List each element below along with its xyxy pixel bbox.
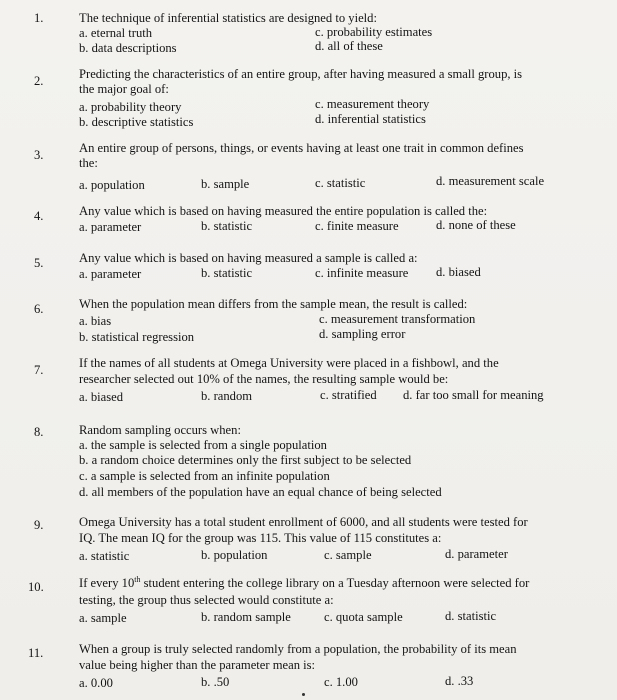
question-stem: Omega University has a total student enrollment of 6000, and all students were tested for: [79, 515, 528, 529]
option-c: c. measurement transformation: [319, 312, 476, 326]
option-c: c. statistic: [315, 176, 366, 190]
option-a: a. bias: [79, 314, 112, 328]
question-stem: When the population mean differs from the sample mean, the result is called:: [79, 297, 468, 311]
question-stem: Random sampling occurs when:: [79, 423, 241, 437]
question-stem: Any value which is based on having measured a sample is called a:: [79, 251, 418, 265]
option-d: d. biased: [436, 265, 481, 279]
option-b: b. data descriptions: [79, 41, 177, 55]
question-stem-line-2: the:: [79, 156, 98, 170]
option-c: c. sample: [324, 548, 372, 562]
option-d: d. inferential statistics: [315, 112, 426, 126]
option-b: b. random: [201, 389, 253, 403]
option-b: b. population: [201, 548, 268, 562]
option-b: b. .50: [201, 675, 230, 689]
question-number: 6.: [34, 302, 44, 316]
question-number: 8.: [34, 425, 44, 439]
question-stem: Any value which is based on having measured the entire population is called the:: [79, 204, 488, 218]
option-d: d. .33: [445, 674, 474, 688]
option-c: c. 1.00: [324, 675, 358, 689]
option-a: a. 0.00: [79, 676, 113, 690]
question-number: 3.: [34, 148, 44, 162]
question-number: 9.: [34, 518, 44, 532]
option-b: b. statistic: [201, 219, 253, 233]
option-a: a. sample: [79, 611, 127, 625]
question-number: 1.: [34, 11, 44, 25]
page-mark: [302, 693, 305, 696]
option-c: c. finite measure: [315, 219, 399, 233]
option-a: a. population: [79, 178, 145, 192]
option-a: a. parameter: [79, 220, 142, 234]
option-d: d. parameter: [445, 547, 508, 561]
option-a: a. probability theory: [79, 100, 182, 114]
question-number: 4.: [34, 209, 44, 223]
question-stem: When a group is truly selected randomly from a population, the probability of its mean: [79, 642, 517, 656]
question-stem-line-2: the major goal of:: [79, 82, 169, 96]
option-d: d. all of these: [315, 39, 383, 53]
question-number: 7.: [34, 363, 44, 377]
option-a: a. eternal truth: [79, 26, 153, 40]
question-stem-line-2: researcher selected out 10% of the names, the resulting sample would be:: [79, 372, 449, 386]
option-d: d. none of these: [436, 218, 516, 232]
option-b: b. sample: [201, 177, 250, 191]
question-stem: The technique of inferential statistics are designed to yield:: [79, 11, 377, 25]
option-c: c. measurement theory: [315, 97, 430, 111]
question-number: 10.: [28, 580, 44, 594]
option-a: a. biased: [79, 390, 124, 404]
option-a: a. parameter: [79, 267, 142, 281]
option-d: d. all members of the population have an equal chance of being selected: [79, 485, 442, 499]
question-stem: [79, 576, 569, 591]
option-c: c. quota sample: [324, 610, 403, 624]
question-stem-end: student entering the college library on a Tuesday afternoon were selected for: [140, 576, 530, 590]
ordinal-suffix: th: [134, 574, 141, 584]
option-a: a. statistic: [79, 549, 130, 563]
option-b: b. a random choice determines only the first subject to be selected: [79, 453, 412, 467]
question-stem-line-2: value being higher than the parameter mean is:: [79, 658, 316, 672]
question-stem-start: If every 10: [79, 576, 135, 590]
question-stem-line-2: IQ. The mean IQ for the group was 115. This value of 115 constitutes a:: [79, 531, 442, 545]
option-c: c. probability estimates: [315, 25, 433, 39]
option-b: b. descriptive statistics: [79, 115, 194, 129]
option-c: c. stratified: [320, 388, 377, 402]
option-b: b. statistical regression: [79, 330, 195, 344]
option-b: b. random sample: [201, 610, 291, 624]
option-c: c. infinite measure: [315, 266, 409, 280]
question-number: 2.: [34, 74, 44, 88]
question-stem-line-2: testing, the group thus selected would constitute a:: [79, 593, 334, 607]
option-d: d. measurement scale: [436, 174, 545, 188]
option-b: b. statistic: [201, 266, 253, 280]
question-stem: If the names of all students at Omega University were placed in a fishbowl, and the: [79, 356, 499, 370]
option-d: d. far too small for meaning: [403, 388, 544, 402]
question-number: 5.: [34, 256, 44, 270]
question-number: 11.: [28, 646, 44, 660]
question-stem: Predicting the characteristics of an entire group, after having measured a small group, is: [79, 67, 523, 81]
option-d: d. statistic: [445, 609, 497, 623]
option-a: a. the sample is selected from a single population: [79, 438, 327, 452]
option-d: d. sampling error: [319, 327, 406, 341]
question-stem: An entire group of persons, things, or events having at least one trait in common defines: [79, 141, 524, 155]
option-c: c. a sample is selected from an infinite population: [79, 469, 330, 483]
